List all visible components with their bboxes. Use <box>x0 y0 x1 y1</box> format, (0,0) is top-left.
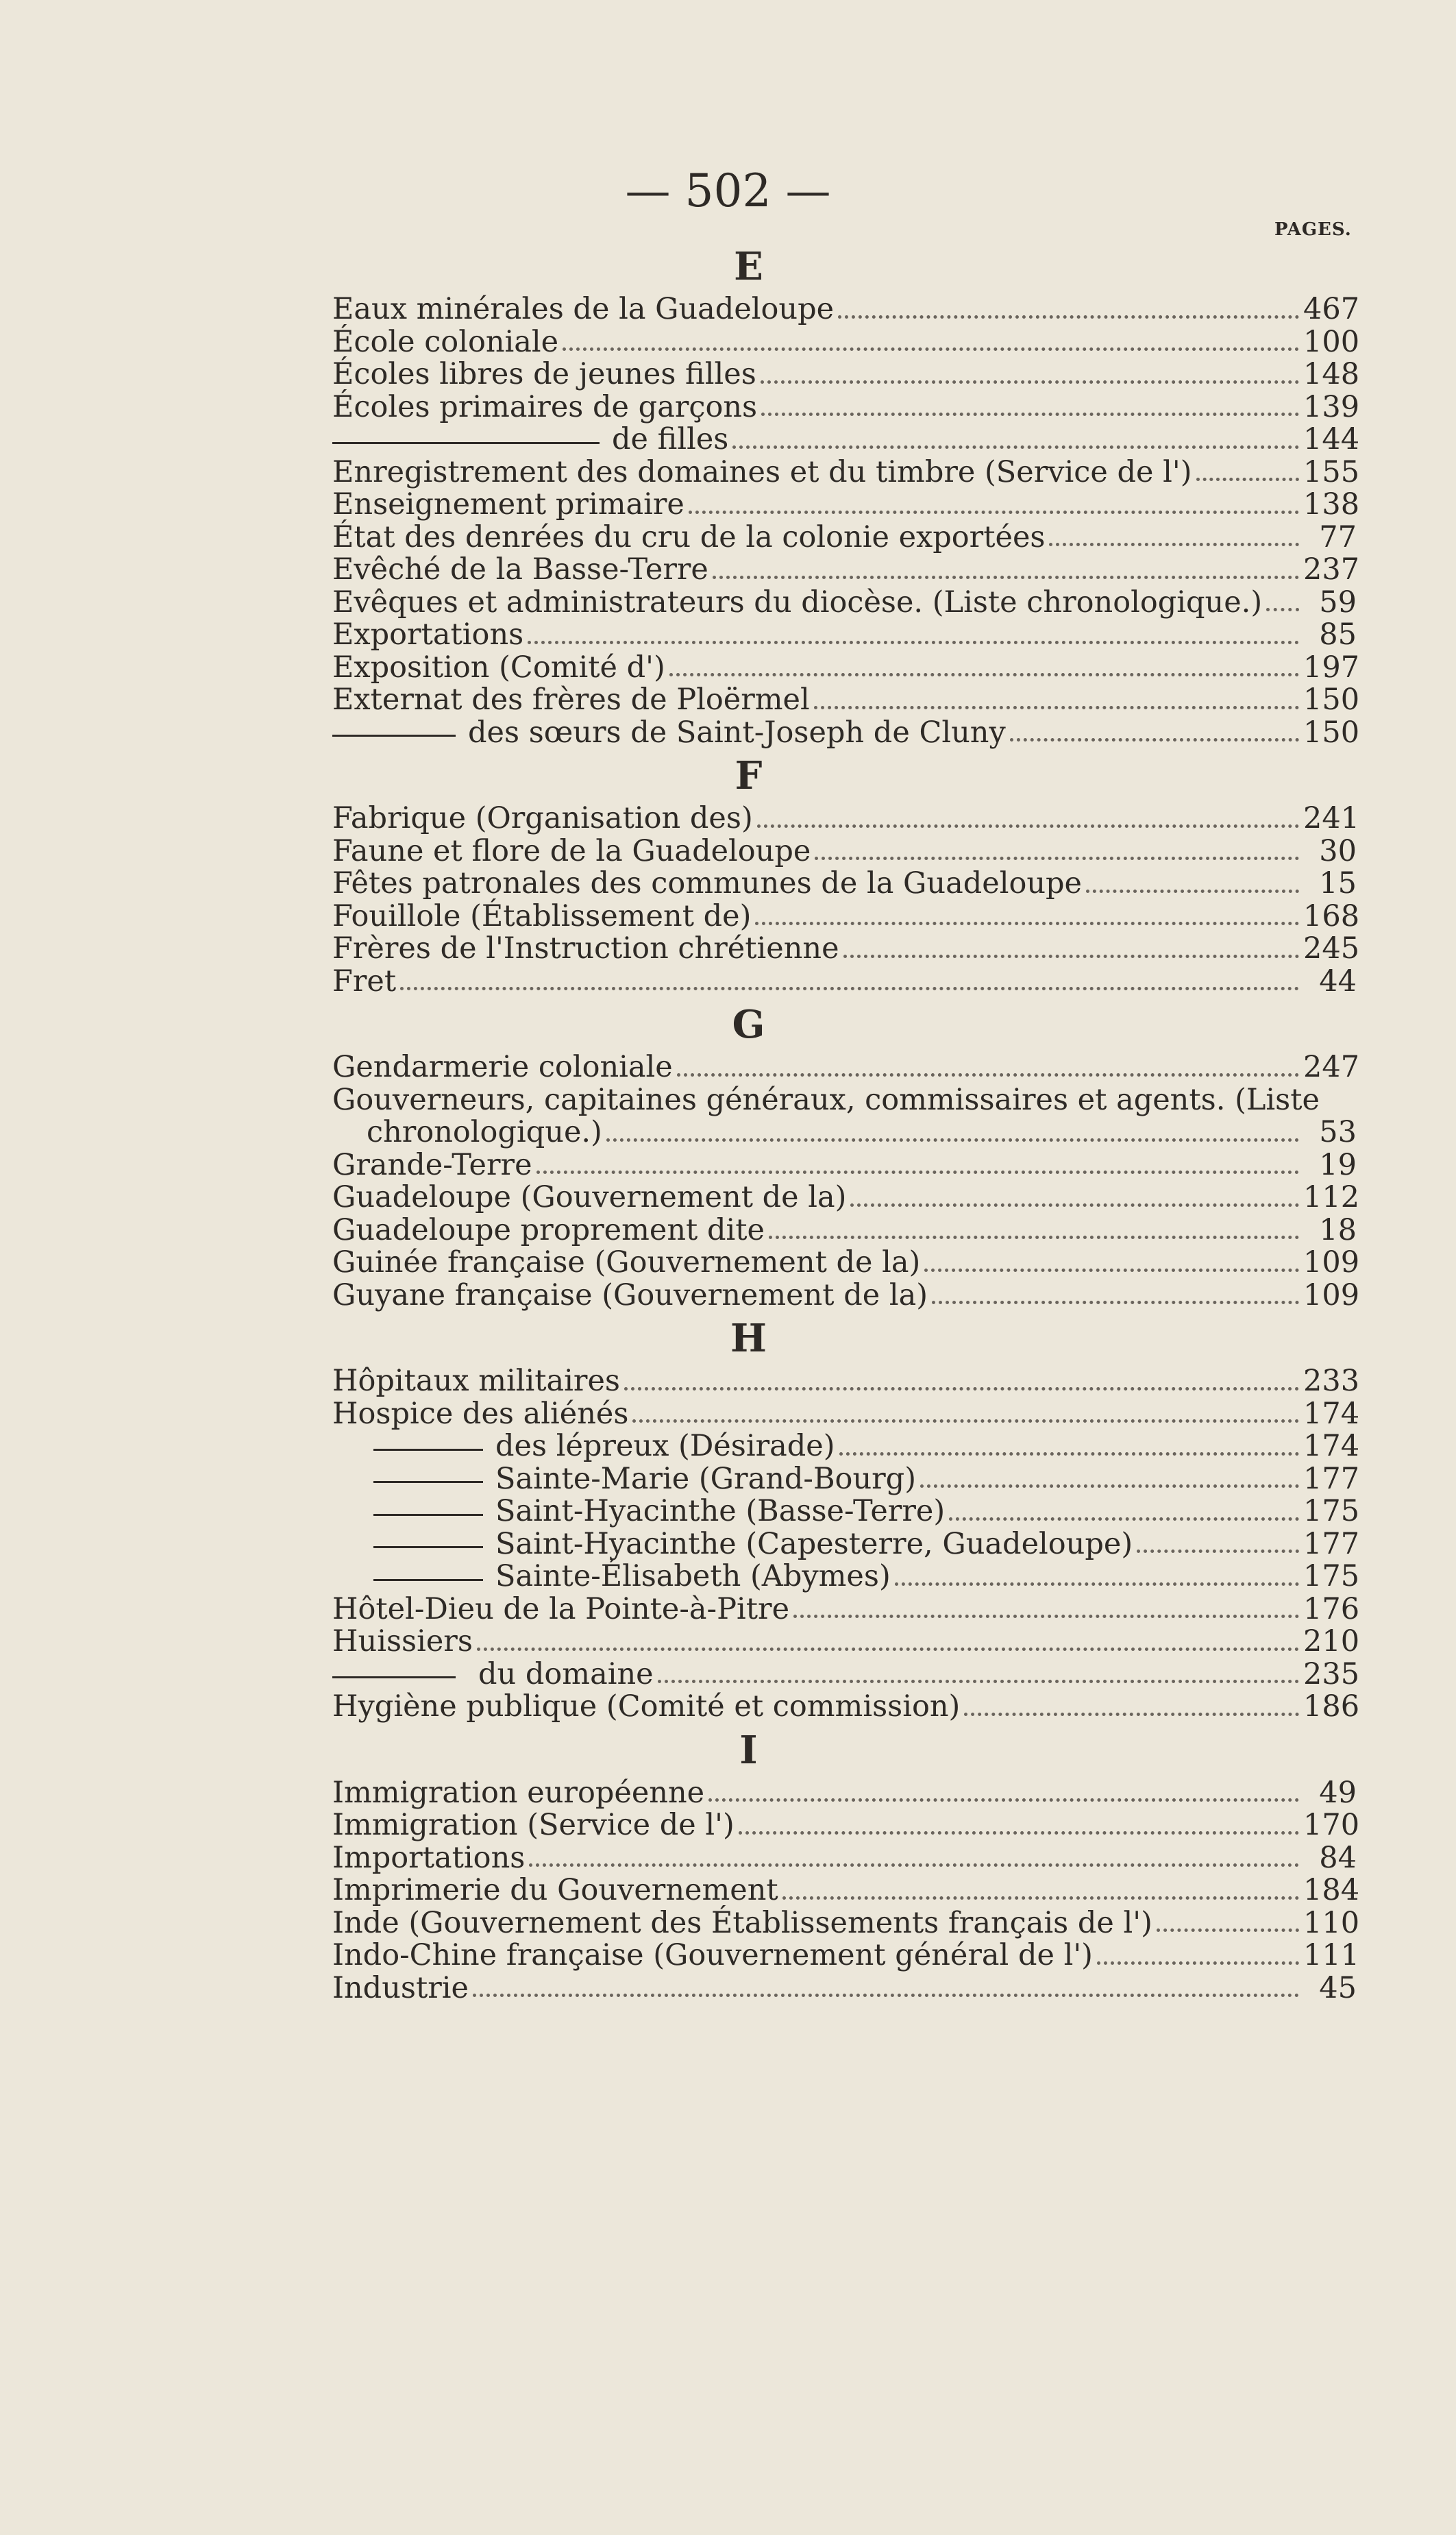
ditto-dash <box>373 1481 483 1483</box>
entry-page: 175 <box>1303 1559 1360 1593</box>
entry-label: Guyane française (Gouvernement de la) <box>332 1277 928 1312</box>
index-entry <box>332 587 1357 620</box>
ditto-dash <box>373 1449 483 1451</box>
index-entry <box>332 324 1360 359</box>
entry-page: 168 <box>1303 898 1360 933</box>
entry-label: Enregistrement des domaines et du timbre (Service de l') <box>332 454 1192 489</box>
dot-leader <box>755 921 1299 925</box>
entry-label: Sainte-Élisabeth (Abymes) <box>495 1559 891 1593</box>
entry-label: des lépreux (Désirade) <box>495 1429 835 1463</box>
dot-leader <box>400 986 1299 990</box>
entry-label: Importations <box>332 1840 526 1875</box>
entry-page: 15 <box>1319 866 1357 901</box>
dot-leader <box>677 1073 1299 1077</box>
dot-leader <box>964 1712 1299 1716</box>
entry-page: 155 <box>1303 454 1360 489</box>
entry-page: 177 <box>1303 1461 1360 1496</box>
entry-page: 77 <box>1319 519 1357 554</box>
entry-label: Immigration européenne <box>332 1775 705 1810</box>
ditto-dash <box>373 1579 483 1581</box>
entry-page: 53 <box>1319 1115 1357 1149</box>
entry-page: 467 <box>1303 292 1360 326</box>
section-letter-e: E <box>734 244 763 289</box>
index-entry-continuation <box>332 422 1360 456</box>
index-entry <box>332 1624 1360 1658</box>
entry-page: 197 <box>1303 650 1360 685</box>
entry-page: 109 <box>1303 1277 1360 1312</box>
page-number: — 502 — <box>625 164 831 217</box>
dot-leader <box>1049 542 1299 546</box>
entry-page: 174 <box>1303 1396 1360 1431</box>
index-entry <box>332 292 1360 326</box>
entry-page: 144 <box>1303 422 1360 456</box>
dot-leader <box>1086 889 1299 893</box>
dot-leader <box>732 445 1299 449</box>
dot-leader <box>814 705 1299 709</box>
index-entry-continuation <box>332 1494 1360 1528</box>
index-entry <box>332 1149 1357 1182</box>
dot-leader <box>920 1484 1299 1488</box>
entry-page: 45 <box>1319 1970 1357 2005</box>
entry-label: Écoles primaires de garçons <box>332 389 758 424</box>
ditto-dash <box>332 442 600 444</box>
dot-leader <box>477 1647 1299 1651</box>
ditto-dash <box>373 1514 483 1516</box>
dot-leader <box>949 1517 1299 1521</box>
entry-page: 148 <box>1303 357 1360 391</box>
index-entry <box>332 683 1360 717</box>
entry-label: Exportations <box>332 617 524 652</box>
entry-page: 100 <box>1303 324 1360 359</box>
dot-leader <box>761 412 1299 416</box>
entry-label: Eaux minérales de la Guadeloupe <box>332 292 835 326</box>
index-entry <box>332 1245 1360 1279</box>
dot-leader <box>689 510 1299 514</box>
index-entry <box>332 1214 1357 1247</box>
entry-page: 237 <box>1303 552 1360 587</box>
dot-leader <box>757 824 1299 828</box>
entry-page: 245 <box>1303 931 1360 966</box>
dot-leader <box>761 380 1299 384</box>
dot-leader <box>473 1993 1299 1997</box>
dot-leader <box>528 640 1299 644</box>
entry-page: 19 <box>1319 1147 1357 1182</box>
dot-leader <box>1157 1928 1299 1932</box>
entry-label: Guadeloupe (Gouvernement de la) <box>332 1180 847 1214</box>
entry-label: Inde (Gouvernement des Établissements français de l') <box>332 1905 1152 1940</box>
index-entry <box>332 1180 1360 1214</box>
index-entry-continuation <box>332 1461 1360 1496</box>
entry-page: 18 <box>1319 1212 1357 1247</box>
index-entry <box>332 931 1360 966</box>
index-entry <box>332 357 1360 391</box>
dot-leader <box>838 315 1299 319</box>
dot-leader <box>843 954 1299 958</box>
entry-page: 176 <box>1303 1591 1360 1626</box>
dot-leader <box>606 1138 1299 1142</box>
entry-label: État des denrées du cru de la colonie exportées <box>332 519 1046 554</box>
entry-label: Fabrique (Organisation des) <box>332 801 753 835</box>
entry-label: Hôpitaux militaires <box>332 1364 620 1398</box>
index-entry <box>332 487 1360 522</box>
index-entry <box>332 1591 1360 1626</box>
entry-label: Immigration (Service de l') <box>332 1808 735 1842</box>
entry-label: Externat des frères de Ploërmel <box>332 683 810 717</box>
index-entry <box>332 1972 1357 2005</box>
dot-leader <box>658 1679 1299 1683</box>
index-entry <box>332 898 1360 933</box>
entry-label: Guadeloupe proprement dite <box>332 1212 765 1247</box>
entry-label: Hôtel-Dieu de la Pointe-à-Pitre <box>332 1591 790 1626</box>
entry-page: 186 <box>1303 1689 1360 1724</box>
entry-label: Fouillole (Établissement de) <box>332 898 752 933</box>
entry-label: Hygiène publique (Comité et commission) <box>332 1689 961 1724</box>
index-entry <box>332 801 1360 835</box>
entry-page: 233 <box>1303 1364 1360 1398</box>
index-entry <box>332 835 1357 868</box>
ditto-dash <box>373 1546 483 1548</box>
entry-label: Fêtes patronales des communes de la Guadeloupe <box>332 866 1083 901</box>
index-entry <box>332 1050 1360 1084</box>
dot-leader <box>793 1614 1299 1618</box>
index-entry <box>332 1777 1357 1810</box>
entry-page: 210 <box>1303 1624 1360 1658</box>
entry-page: 109 <box>1303 1245 1360 1279</box>
entry-label: Exposition (Comité d') <box>332 650 665 685</box>
dot-leader <box>895 1582 1299 1586</box>
index-entry <box>332 389 1360 424</box>
dot-leader <box>708 1798 1299 1802</box>
index-entry <box>332 868 1357 901</box>
entry-page: 184 <box>1303 1873 1360 1907</box>
entry-label: Imprimerie du Gouvernement <box>332 1873 778 1907</box>
dot-leader <box>769 1235 1299 1239</box>
index-entry <box>332 1938 1360 1972</box>
index-entry <box>332 1842 1357 1875</box>
index-entry <box>332 1905 1360 1940</box>
entry-page: 235 <box>1303 1656 1360 1691</box>
index-entry <box>332 519 1357 554</box>
entry-label: Industrie <box>332 1970 469 2005</box>
entry-page: 111 <box>1303 1938 1360 1972</box>
entry-page: 138 <box>1303 487 1360 522</box>
index-entry <box>332 966 1357 999</box>
pages-column-label: PAGES. <box>1274 219 1352 240</box>
entry-label: des sœurs de Saint-Joseph de Cluny <box>468 715 1006 750</box>
entry-page: 59 <box>1319 585 1357 620</box>
entry-page: 150 <box>1303 683 1360 717</box>
dot-leader <box>839 1452 1299 1456</box>
dot-leader <box>624 1386 1299 1391</box>
index-entry <box>332 552 1360 587</box>
entry-label: chronologique.) <box>367 1115 602 1149</box>
index-entry <box>332 619 1357 652</box>
entry-page: 84 <box>1319 1840 1357 1875</box>
entry-page: 174 <box>1303 1429 1360 1463</box>
dot-leader <box>529 1863 1299 1867</box>
entry-label: École coloniale <box>332 324 559 359</box>
entry-page: 110 <box>1303 1905 1360 1940</box>
index-entry-continuation <box>332 1656 1360 1691</box>
dot-leader <box>932 1300 1299 1304</box>
entry-label: Saint-Hyacinthe (Basse-Terre) <box>495 1494 946 1528</box>
index-entry-wrapped <box>332 1116 1357 1149</box>
entry-label: Indo-Chine française (Gouvernement général de l') <box>332 1938 1093 1972</box>
entry-label: Gouverneurs, capitaines généraux, commissaires et agents. (Liste <box>332 1082 1320 1117</box>
entry-page: 30 <box>1319 833 1357 868</box>
entry-label: Frères de l'Instruction chrétienne <box>332 931 839 966</box>
index-entry-continuation <box>332 1429 1360 1463</box>
entry-label: du domaine <box>478 1656 654 1691</box>
dot-leader <box>669 672 1299 676</box>
index-entry <box>332 454 1360 489</box>
entry-label: Faune et flore de la Guadeloupe <box>332 833 811 868</box>
section-letter-g: G <box>732 1002 765 1047</box>
entry-page: 112 <box>1303 1180 1360 1214</box>
entry-page: 177 <box>1303 1526 1360 1561</box>
dot-leader <box>632 1419 1299 1423</box>
index-entry <box>332 1873 1360 1907</box>
entry-label: Gendarmerie coloniale <box>332 1050 673 1084</box>
dot-leader <box>536 1170 1299 1174</box>
entry-label: Guinée française (Gouvernement de la) <box>332 1245 921 1279</box>
entry-label: Grande-Terre <box>332 1147 532 1182</box>
dot-leader <box>1097 1961 1299 1965</box>
section-letter-f: F <box>735 753 763 798</box>
entry-label: Sainte-Marie (Grand-Bourg) <box>495 1461 916 1496</box>
entry-page: 150 <box>1303 715 1360 750</box>
alphabetical-index <box>332 240 1360 2005</box>
dot-leader <box>1137 1549 1299 1553</box>
entry-label: Saint-Hyacinthe (Capesterre, Guadeloupe) <box>495 1526 1133 1561</box>
index-entry <box>332 1277 1360 1312</box>
dot-leader <box>1010 737 1299 742</box>
dot-leader <box>563 347 1299 351</box>
entry-label: Evêché de la Basse-Terre <box>332 552 708 587</box>
dot-leader <box>924 1268 1299 1272</box>
entry-label: Evêques et administrateurs du diocèse. (Liste chronologique.) <box>332 585 1263 620</box>
entry-label: Hospice des aliénés <box>332 1396 629 1431</box>
entry-label: Écoles libres de jeunes filles <box>332 357 756 391</box>
index-entry <box>332 1084 1357 1117</box>
entry-label: Fret <box>332 964 397 999</box>
section-letter-h: H <box>730 1316 767 1361</box>
index-entry <box>332 650 1360 685</box>
entry-page: 241 <box>1303 801 1360 835</box>
index-entry-continuation <box>332 1559 1360 1593</box>
ditto-dash <box>332 1676 456 1678</box>
index-entry <box>332 1808 1360 1842</box>
entry-page: 44 <box>1319 964 1357 999</box>
dot-leader <box>850 1203 1299 1207</box>
index-entry-continuation <box>332 1526 1360 1561</box>
dot-leader <box>815 856 1299 860</box>
index-entry <box>332 1364 1360 1398</box>
dot-leader <box>1196 477 1300 481</box>
ditto-dash <box>332 735 456 737</box>
index-entry-continuation <box>332 715 1360 750</box>
dot-leader <box>713 575 1299 579</box>
dot-leader <box>782 1896 1299 1900</box>
entry-label: Huissiers <box>332 1624 473 1658</box>
index-entry <box>332 1689 1360 1724</box>
entry-label: Enseignement primaire <box>332 487 684 522</box>
entry-page: 247 <box>1303 1050 1360 1084</box>
section-letter-i: I <box>739 1727 758 1773</box>
entry-page: 85 <box>1319 617 1357 652</box>
entry-page: 175 <box>1303 1494 1360 1528</box>
entry-page: 49 <box>1319 1775 1357 1810</box>
index-entry <box>332 1396 1360 1431</box>
entry-page: 139 <box>1303 389 1360 424</box>
dot-leader <box>739 1830 1299 1835</box>
entry-label: de filles <box>612 422 729 456</box>
entry-page: 170 <box>1303 1808 1360 1842</box>
dot-leader <box>1266 607 1299 611</box>
